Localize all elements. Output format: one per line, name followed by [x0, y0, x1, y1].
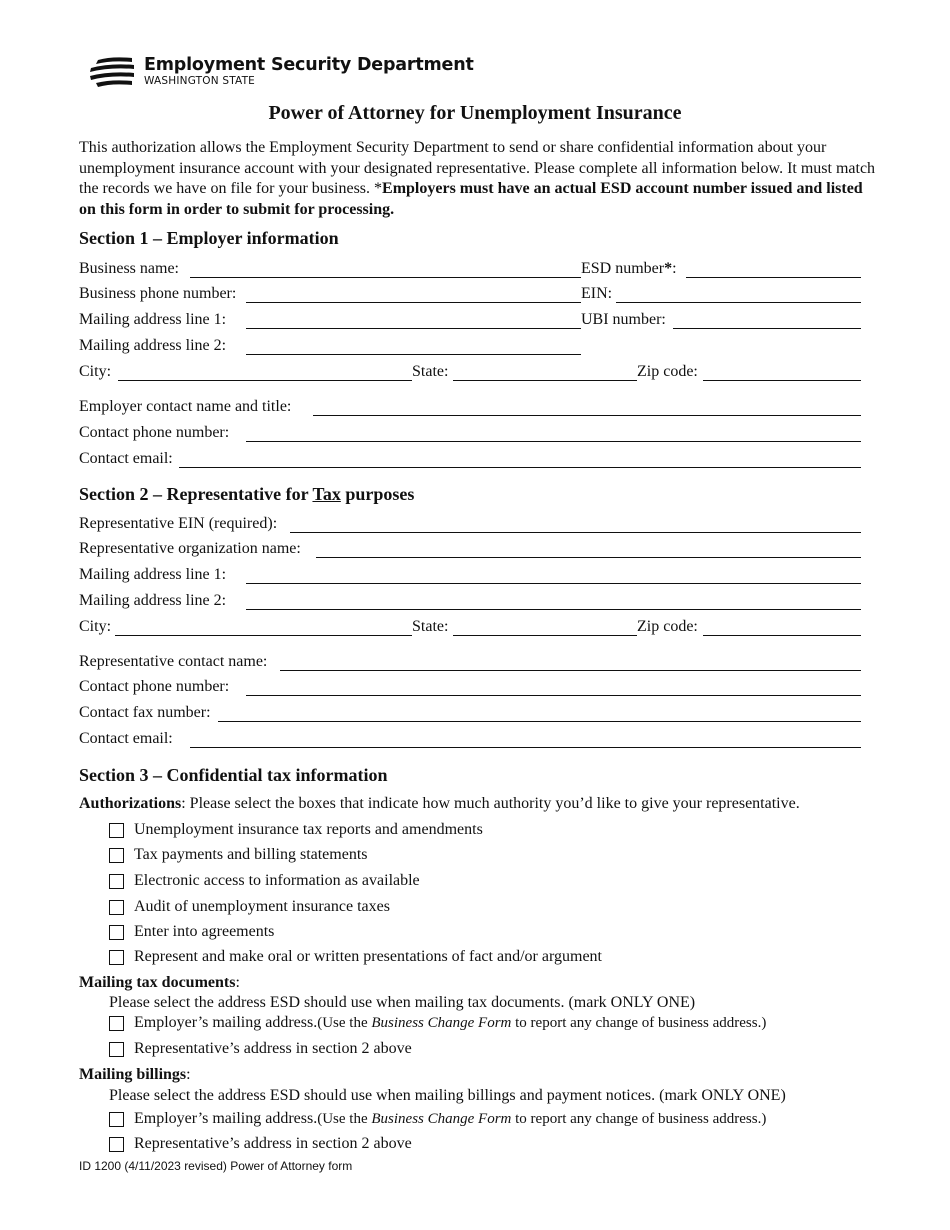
row-mail1 — [79, 311, 861, 333]
section3-heading: Section 3 – Confidential tax information — [79, 765, 388, 785]
state-name: WASHINGTON STATE — [144, 75, 256, 87]
auth-option-represent[interactable] — [109, 948, 602, 966]
city-field[interactable] — [118, 380, 412, 381]
row-rep-contact-phone — [79, 678, 861, 700]
contact-email-label: Contact email: — [79, 450, 173, 467]
rep-contact-fax-field[interactable] — [218, 721, 861, 722]
row-employer-contact — [79, 398, 861, 420]
row-mail2 — [79, 337, 861, 359]
form-footer: ID 1200 (4/11/2023 revised) Power of Attorney form — [79, 1159, 353, 1173]
mailing-tax-instruction: Please select the address ESD should use when mailing tax documents. (mark ONLY ONE) — [109, 994, 696, 1011]
row-rep-contact-fax — [79, 704, 861, 726]
auth-option-audit[interactable] — [109, 898, 390, 916]
zip-field[interactable] — [703, 380, 861, 381]
rep-state-field[interactable] — [453, 635, 637, 636]
esd-logo-icon — [88, 54, 136, 88]
checkbox[interactable] — [109, 874, 124, 889]
rep-city-label: City: — [79, 618, 112, 635]
intro-paragraph — [79, 138, 879, 220]
mailing-billings-representative-option[interactable] — [109, 1135, 412, 1153]
rep-contact-field[interactable] — [280, 670, 861, 671]
auth-option-electronic-access[interactable] — [109, 872, 420, 890]
rep-contact-label: Representative contact name: — [79, 653, 268, 670]
mailing-billings-representative-label: Representative’s address in section 2 above — [134, 1135, 412, 1152]
rep-city-field[interactable] — [115, 635, 412, 636]
row-rep-org — [79, 540, 861, 562]
mailing-tax-employer-option[interactable] — [109, 1014, 766, 1032]
business-name-field[interactable] — [190, 277, 581, 278]
auth-option-reports[interactable] — [109, 821, 483, 839]
department-name: Employment Security Department — [144, 55, 474, 75]
mailing-billings-heading-text: Mailing billings — [79, 1066, 187, 1083]
mailing-billings-instruction: Please select the address ESD should use when mailing billings and payment notices. (mark ONLY ONE) — [109, 1087, 786, 1104]
note-form-name: Business Change Form — [371, 1014, 512, 1031]
mail2-field[interactable] — [246, 354, 581, 355]
authorizations-instruction: : Please select the boxes that indicate how much authority you’d like to give your representative. — [181, 795, 800, 812]
rep-contact-fax-label: Contact fax number: — [79, 704, 211, 721]
checkbox[interactable] — [109, 1042, 124, 1057]
esd-number-text: ESD number — [581, 260, 665, 277]
rep-zip-label: Zip code: — [637, 618, 698, 635]
mailing-tax-heading — [79, 974, 240, 992]
checkbox[interactable] — [109, 1016, 124, 1031]
checkbox[interactable] — [109, 1112, 124, 1127]
mailing-tax-colon: : — [235, 974, 240, 991]
mail1-label: Mailing address line 1: — [79, 311, 227, 328]
business-name-label: Business name: — [79, 260, 179, 277]
rep-zip-field[interactable] — [703, 635, 861, 636]
row-rep-mail2 — [79, 592, 861, 614]
section1-heading: Section 1 – Employer information — [79, 228, 339, 248]
zip-label: Zip code: — [637, 363, 698, 380]
checkbox[interactable] — [109, 823, 124, 838]
authorizations-label: Authorizations — [79, 795, 182, 812]
row-contact-email — [79, 450, 861, 472]
rep-mail2-field[interactable] — [246, 609, 861, 610]
note-post: to report any change of business address.) — [511, 1110, 767, 1127]
section2-heading-post: purposes — [340, 484, 415, 504]
esd-number-colon: : — [672, 260, 677, 277]
auth-option-label: Audit of unemployment insurance taxes — [134, 898, 390, 915]
checkbox[interactable] — [109, 1137, 124, 1152]
mail2-label: Mailing address line 2: — [79, 337, 227, 354]
mailing-tax-employer-label: Employer’s mailing address. — [134, 1014, 318, 1031]
note-pre: (Use the — [317, 1110, 372, 1127]
mailing-billings-employer-note — [317, 1111, 766, 1128]
section2-heading-pre: Section 2 – Representative for — [79, 484, 313, 504]
esd-number-field[interactable] — [686, 277, 861, 278]
section2-heading-tax: Tax — [312, 484, 341, 504]
checkbox[interactable] — [109, 925, 124, 940]
auth-option-agreements[interactable] — [109, 923, 274, 941]
auth-option-label: Represent and make oral or written presentations of fact and/or argument — [134, 948, 602, 965]
mailing-tax-employer-note — [317, 1015, 766, 1032]
row-rep-ein — [79, 515, 861, 537]
ubi-label: UBI number: — [581, 311, 666, 328]
ein-field[interactable] — [616, 302, 861, 303]
note-pre: (Use the — [317, 1014, 372, 1031]
checkbox[interactable] — [109, 900, 124, 915]
esd-required-star: * — [664, 260, 673, 277]
rep-contact-email-label: Contact email: — [79, 730, 173, 747]
rep-mail1-label: Mailing address line 1: — [79, 566, 227, 583]
rep-ein-label: Representative EIN (required): — [79, 515, 278, 532]
note-form-name: Business Change Form — [371, 1110, 512, 1127]
auth-option-label: Unemployment insurance tax reports and amendments — [134, 821, 483, 838]
rep-org-field[interactable] — [316, 557, 861, 558]
rep-state-label: State: — [412, 618, 449, 635]
section2-heading — [79, 484, 414, 505]
business-phone-label: Business phone number: — [79, 285, 237, 302]
esd-logo — [88, 54, 474, 88]
row-business-phone — [79, 285, 861, 307]
row-rep-city — [79, 618, 861, 640]
auth-option-payments[interactable] — [109, 846, 368, 864]
mailing-billings-employer-label: Employer’s mailing address. — [134, 1110, 318, 1127]
checkbox[interactable] — [109, 950, 124, 965]
mailing-billings-heading — [79, 1066, 191, 1084]
mailing-tax-representative-option[interactable] — [109, 1040, 412, 1058]
note-post: to report any change of business address.) — [511, 1014, 767, 1031]
row-business-name — [79, 260, 861, 282]
auth-option-label: Tax payments and billing statements — [134, 846, 368, 863]
auth-option-label: Electronic access to information as available — [134, 872, 420, 889]
ein-label: EIN: — [581, 285, 613, 302]
state-field[interactable] — [453, 380, 637, 381]
contact-phone-label: Contact phone number: — [79, 424, 230, 441]
contact-email-field[interactable] — [179, 467, 861, 468]
intro-bold-text: Employers must have an actual ESD account number issued and listed on this form in order to submit for processing. — [79, 180, 863, 218]
business-phone-field[interactable] — [246, 302, 581, 303]
rep-contact-phone-label: Contact phone number: — [79, 678, 230, 695]
checkbox[interactable] — [109, 848, 124, 863]
mailing-tax-heading-text: Mailing tax documents — [79, 974, 236, 991]
esd-number-label — [581, 260, 677, 278]
auth-option-label: Enter into agreements — [134, 923, 275, 940]
ubi-field[interactable] — [673, 328, 861, 329]
row-rep-contact-email — [79, 730, 861, 752]
state-label: State: — [412, 363, 449, 380]
mailing-billings-colon: : — [186, 1066, 191, 1083]
row-city — [79, 363, 861, 385]
mail1-field[interactable] — [246, 328, 581, 329]
rep-contact-email-field[interactable] — [190, 747, 861, 748]
form-title: Power of Attorney for Unemployment Insurance — [268, 102, 682, 124]
contact-phone-field[interactable] — [246, 441, 861, 442]
rep-org-label: Representative organization name: — [79, 540, 301, 557]
authorizations-text — [79, 795, 800, 813]
intro-text: This authorization allows the Employment Security Department to send or share confidential information about your unemployment insurance account with your designated representative. Please complete all information below. It must match the records we have on file for your business. * — [79, 139, 876, 197]
row-contact-phone — [79, 424, 861, 446]
mailing-billings-employer-option[interactable] — [109, 1110, 766, 1128]
rep-mail1-field[interactable] — [246, 583, 861, 584]
rep-ein-field[interactable] — [290, 532, 861, 533]
row-rep-mail1 — [79, 566, 861, 588]
city-label: City: — [79, 363, 112, 380]
rep-mail2-label: Mailing address line 2: — [79, 592, 227, 609]
row-rep-contact — [79, 653, 861, 675]
mailing-tax-representative-label: Representative’s address in section 2 above — [134, 1040, 412, 1057]
rep-contact-phone-field[interactable] — [246, 695, 861, 696]
employer-contact-field[interactable] — [313, 415, 861, 416]
employer-contact-label: Employer contact name and title: — [79, 398, 292, 415]
